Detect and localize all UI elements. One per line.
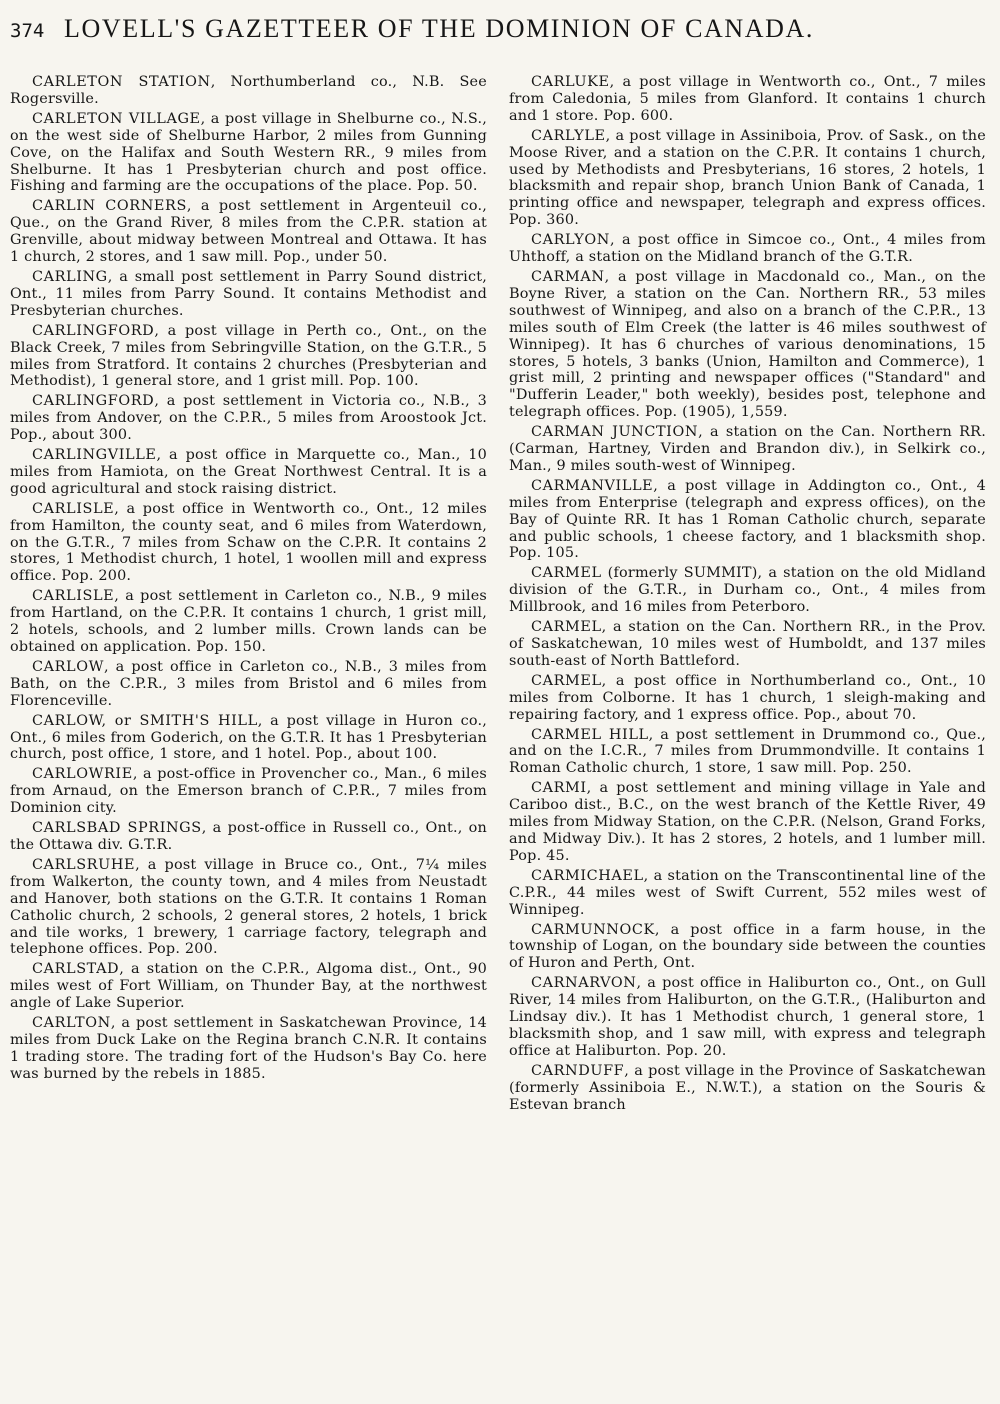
entry-headword: CARMEL HILL xyxy=(531,726,649,743)
gazetteer-entry xyxy=(509,922,986,973)
gazetteer-entry xyxy=(10,766,487,817)
entry-text: , a station on the Can. Northern RR. (Carman, Hartney, Virden and Brandon div.), in Selkirk co., Man., 9 miles south-west of Winnipeg. xyxy=(509,424,986,474)
entry-text: , a post-office in Russell co., Ont., on the Ottawa div. G.T.R. xyxy=(10,820,488,853)
gazetteer-entry xyxy=(509,128,986,229)
gazetteer-entry xyxy=(509,232,986,266)
gazetteer-entry xyxy=(10,323,487,391)
entry-headword: CARMANVILLE xyxy=(531,477,654,494)
gazetteer-entry xyxy=(509,619,986,670)
entry-text: , a station on the C.P.R., Algoma dist., Ont., 90 miles west of Fort William, on Thunder Bay, at the northwest angle of Lake Superior. xyxy=(10,961,487,1012)
running-title: LOVELL'S GAZETTEER OF THE DOMINION OF CANADA. xyxy=(64,14,814,43)
entry-headword: CARMAN xyxy=(531,268,605,285)
entry-headword: CARLISLE xyxy=(32,588,115,605)
entry-text: , a post settlement in Victoria co., N.B., 3 miles from Andover, on the C.P.R., 5 miles from Aroostook Jct. Pop., about 300. xyxy=(10,393,487,444)
gazetteer-entry xyxy=(10,269,487,320)
gazetteer-entry xyxy=(10,111,487,196)
entry-headword: CARLSTAD xyxy=(32,961,120,978)
entry-text: , a post office in Wentworth co., Ont., 12 miles from Hamilton, the county seat, and 6 miles from Waterdown, on the G.T.R., 7 miles from Schaw on the C.P.R. It contains 2 stores, 1 Methodist church, 1 hotel, 1 woollen mill and express office. Pop. 200. xyxy=(10,500,487,585)
entry-headword: CARMICHAEL xyxy=(531,867,644,884)
entry-headword: CARLYLE xyxy=(531,127,606,144)
entry-text: , a post settlement and mining village in Yale and Cariboo dist., B.C., on the west branch of the Kettle River, 49 miles from Midway Station, on the C.P.R. (Nelson, Grand Forks, and Midway Div.). It has 2 stores, 2 hotels, and 1 lumber mill. Pop. 45. xyxy=(509,780,986,864)
gazetteer-entry xyxy=(10,820,487,854)
gazetteer-entry xyxy=(509,1063,986,1114)
page-header xyxy=(10,14,990,60)
entry-text: , a post village in Macdonald co., Man., on the Boyne River, a station on the Can. Northern RR., 53 miles southwest of Winnipeg, and also on a branch of the C.P.R., 13 miles south of Elm Creek (the latter is 46 miles southwest of Winnipeg). It has 6 churches of various denominations, 15 stores, 5 hotels, 3 banks (Union, Hamilton and Commerce), 1 grist mill, 2 printing and newspaper offices ("Standard" and "Dufferin Leader," both weekly), besides post, telephone and telegraph offices. Pop. (1905), 1,559. xyxy=(509,268,986,421)
entry-text: , a post settlement in Argenteuil co., Que., on the Grand River, 8 miles from the C.P.R. station at Grenville, about midway between Montreal and Ottawa. It has 1 church, 2 stores, and 1 saw mill. Pop., under 50. xyxy=(10,198,487,266)
entry-text: , a post office in Simcoe co., Ont., 4 miles from Uhthoff, a station on the Midland branch of the G.T.R. xyxy=(509,232,986,266)
entry-text: , a station on the Transcontinental line of the C.P.R., 44 miles west of Swift Current, 552 miles west of Winnipeg. xyxy=(509,867,986,918)
gazetteer-entry xyxy=(10,74,487,108)
gazetteer-entry xyxy=(509,780,986,865)
entry-headword: CARNDUFF xyxy=(531,1062,625,1079)
entry-text: , a post village in the Province of Saskatchewan (formerly Assiniboia E., N.W.T.), a station on the Souris & Estevan branch xyxy=(509,1062,986,1113)
entry-headword: CARMI xyxy=(531,780,587,797)
gazetteer-entry xyxy=(10,713,487,764)
gazetteer-entry xyxy=(10,961,487,1012)
entry-headword: CARMEL xyxy=(531,619,602,636)
entry-text: , a post village in Perth co., Ont., on the Black Creek, 7 miles from Sebringville Station, on the G.T.R., 5 miles from Stratford. It contains 2 churches (Presbyterian and Methodist), 1 general store, and 1 grist mill. Pop. 100. xyxy=(10,322,487,390)
gazetteer-entry xyxy=(10,393,487,444)
entry-headword: CARMAN JUNCTION xyxy=(531,424,699,441)
entry-text: , a post village in Bruce co., Ont., 7¼ miles from Walkerton, the county town, and 4 miles from Neustadt and Hanover, both stations on the G.T.R. It contains 1 Roman Catholic church, 2 schools, 2 general stores, 2 hotels, 1 brick and tile works, 1 brewery, 1 carriage factory, telegraph and telephone offices. Pop. 200. xyxy=(10,856,487,958)
entry-text: , a station on the Can. Northern RR., in the Prov. of Saskatchewan, 10 miles west of Humboldt, and 137 miles south-east of North Battleford. xyxy=(509,619,986,669)
gazetteer-entry xyxy=(509,565,986,616)
gazetteer-entry xyxy=(509,424,986,475)
entry-text: , a small post settlement in Parry Sound district, Ont., 11 miles from Parry Sound. It contains Methodist and Presbyterian churches. xyxy=(10,268,487,319)
entry-text: , a post-office in Provencher co., Man., 6 miles from Arnaud, on the Emerson branch of C.P.R., 7 miles from Dominion city. xyxy=(10,766,487,817)
entry-text: , a post office in Marquette co., Man., 10 miles from Hamiota, on the Great Northwest Central. It is a good agricultural and stock raising district. xyxy=(10,447,487,497)
gazetteer-entry xyxy=(10,1015,487,1083)
entry-text: , a post village in Huron co., Ont., 6 miles from Goderich, on the G.T.R. It has 1 Presbyterian church, post office, 1 store, and 1 hotel. Pop., about 100. xyxy=(10,712,487,763)
entry-headword: CARLETON STATION xyxy=(32,74,211,90)
entry-headword: CARLOW, or SMITH'S HILL xyxy=(32,712,258,729)
entry-text: , a post office in Northumberland co., Ont., 10 miles from Colborne. It has 1 church, 1 sleigh-making and repairing factory, and 1 express office. Pop., about 70. xyxy=(509,672,986,723)
entry-headword: CARLYON xyxy=(531,232,610,249)
gazetteer-entry xyxy=(10,198,487,266)
entry-text: , a post settlement in Carleton co., N.B., 9 miles from Hartland, on the C.P.R. It contains 1 church, 1 grist mill, 2 hotels, schools, and 2 lumber mills. Crown lands can be obtained on application. Pop. 150. xyxy=(10,588,487,655)
entry-text: , a post village in Assiniboia, Prov. of Sask., on the Moose River, and a station on the C.P.R. It contains 1 church, used by Methodists and Presbyterians, 16 stores, 2 hotels, 1 blacksmith and repair shop, branch Union Bank of Canada, 1 printing office and newspaper, telegraph and express offices. Pop. 360. xyxy=(509,127,986,229)
gazetteer-entry xyxy=(509,74,986,125)
entry-text: , Northumberland co., N.B. See Rogersville. xyxy=(10,74,487,107)
gazetteer-entry xyxy=(509,868,986,919)
entry-headword: CARLOWRIE xyxy=(32,766,133,783)
right-column xyxy=(509,74,986,1116)
entry-headword: CARLINGFORD xyxy=(32,393,155,410)
entry-headword: CARMEL xyxy=(531,672,602,689)
entry-headword: CARLINGVILLE xyxy=(32,447,157,464)
entry-text: , a post office in Carleton co., N.B., 3 miles from Bath, on the C.P.R., 3 miles from Bristol and 6 miles from Florenceville. xyxy=(10,658,487,709)
entry-headword: CARMUNNOCK xyxy=(531,921,655,938)
gazetteer-entry xyxy=(509,478,986,563)
gazetteer-entry xyxy=(509,975,986,1060)
entry-headword: CARLING xyxy=(32,268,108,285)
gazetteer-entry xyxy=(10,857,487,958)
entry-headword: CARLSBAD SPRINGS xyxy=(32,820,202,837)
entry-headword: CARMEL xyxy=(531,565,602,582)
text-columns xyxy=(10,74,990,1116)
entry-headword: CARLIN CORNERS xyxy=(32,198,187,215)
entry-text: , a post village in Shelburne co., N.S., on the west side of Shelburne Harbor, 2 miles from Gunning Cove, on the Halifax and South Western RR., 9 miles from Shelburne. It has 1 Presbyterian church and post office. Fishing and farming are the occupations of the place. Pop. 50. xyxy=(10,110,487,195)
entry-headword: CARLSRUHE xyxy=(32,856,136,873)
entry-headword: CARLINGFORD xyxy=(32,322,155,339)
entry-text: , a post village in Wentworth co., Ont., 7 miles from Caledonia, 5 miles from Glanford. It contains 1 church and 1 store. Pop. 600. xyxy=(509,74,986,124)
gazetteer-entry xyxy=(509,269,986,421)
gazetteer-entry xyxy=(10,447,487,498)
entry-text: , a post village in Addington co., Ont., 4 miles from Enterprise (telegraph and express offices), on the Bay of Quinte RR. It has 1 Roman Catholic church, separate and public schools, 1 cheese factory, and 1 blacksmith shop. Pop. 105. xyxy=(509,477,986,562)
left-column xyxy=(10,74,487,1116)
gazetteer-entry xyxy=(10,501,487,586)
gazetteer-entry xyxy=(509,673,986,724)
entry-text: , a post office in Haliburton co., Ont., on Gull River, 14 miles from Haliburton, on the G.T.R., (Haliburton and Lindsay div.). It has 1 Methodist church, 1 general store, 1 blacksmith shop, and 1 saw mill, with express and telegraph office at Haliburton. Pop. 20. xyxy=(509,975,986,1059)
page-number: 374 xyxy=(10,20,45,42)
entry-text: , a post office in a farm house, in the township of Logan, on the boundary side between the counties of Huron and Perth, Ont. xyxy=(509,921,986,972)
entry-text: (formerly SUMMIT), a station on the old Midland division of the G.T.R., in Durham co., Ont., 4 miles from Millbrook, and 16 miles from Peterboro. xyxy=(509,565,986,616)
entry-headword: CARLTON xyxy=(32,1015,111,1032)
entry-headword: CARNARVON xyxy=(531,975,637,992)
entry-headword: CARLOW xyxy=(32,658,104,675)
gazetteer-entry xyxy=(509,727,986,778)
gazetteer-entry xyxy=(10,659,487,710)
entry-headword: CARLETON VILLAGE xyxy=(32,110,201,127)
entry-headword: CARLUKE xyxy=(531,74,610,90)
entry-headword: CARLISLE xyxy=(32,500,115,517)
entry-text: , a post settlement in Saskatchewan Province, 14 miles from Duck Lake on the Regina branch C.N.R. It contains 1 trading store. The trading fort of the Hudson's Bay Co. here was burned by the rebels in 1885. xyxy=(10,1015,487,1082)
gazetteer-entry xyxy=(10,588,487,656)
entry-text: , a post settlement in Drummond co., Que., and on the I.C.R., 7 miles from Drummondville. It contains 1 Roman Catholic church, 1 store, 1 saw mill. Pop. 250. xyxy=(509,726,986,777)
